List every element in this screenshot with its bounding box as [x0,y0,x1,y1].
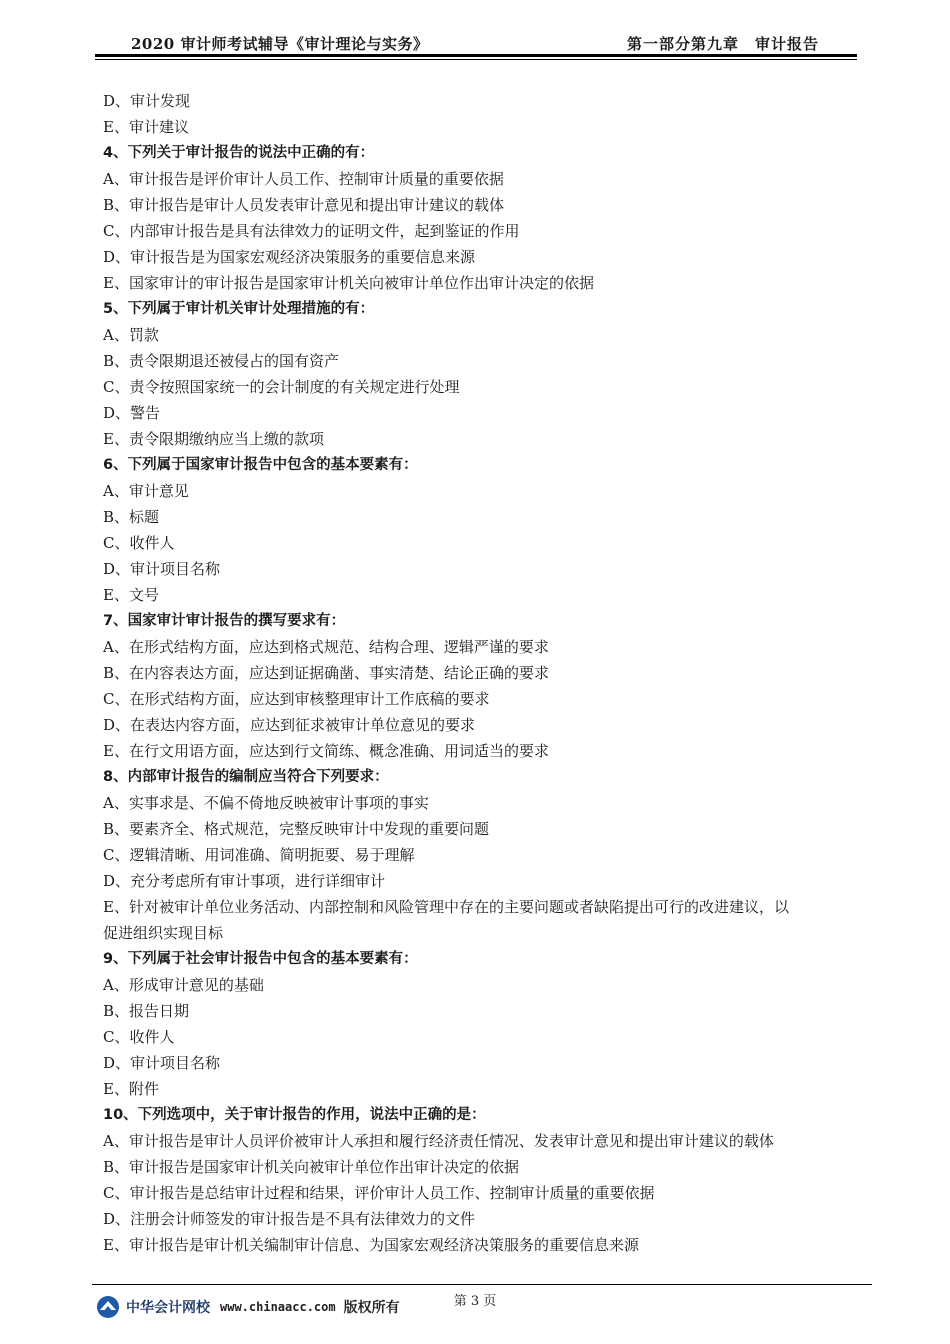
option-line: A、实事求是、不偏不倚地反映被审计事项的事实 [103,794,429,812]
option-line: C、责令按照国家统一的会计制度的有关规定进行处理 [103,378,460,396]
option-line: E、文号 [103,586,159,604]
option-line: B、责令限期退还被侵占的国有资产 [103,352,340,370]
logo-rights: 版权所有 [343,1300,400,1316]
option-line: C、审计报告是总结审计过程和结果，评价审计人员工作、控制审计质量的重要依据 [103,1184,655,1202]
footer-logo [96,1294,400,1320]
option-line: D、警告 [103,404,161,422]
logo-url: www.chinaacc.com [220,1300,336,1314]
option-line: B、审计报告是审计人员发表审计意见和提出审计建议的载体 [103,196,505,214]
option-line: A、审计意见 [103,482,189,500]
option-line: D、审计报告是为国家宏观经济决策服务的重要信息来源 [103,248,476,266]
option-line: C、内部审计报告是具有法律效力的证明文件，起到鉴证的作用 [103,222,520,240]
chinaacc-logo-icon [96,1295,120,1319]
option-line: A、形成审计意见的基础 [103,976,264,994]
option-line: E、针对被审计单位业务活动、内部控制和风险管理中存在的主要问题或者缺陷提出可行的改进建议，以 [103,898,789,916]
question-line: 6、下列属于国家审计报告中包含的基本要素有： [103,457,418,473]
option-line: C、在形式结构方面，应达到审核整理审计工作底稿的要求 [103,690,490,708]
page-header [95,30,855,56]
question-line: 5、下列属于审计机关审计处理措施的有： [103,301,375,317]
option-line: E、附件 [103,1080,159,1098]
option-line: E、在行文用语方面，应达到行文简练、概念准确、用词适当的要求 [103,742,549,760]
option-line: E、国家审计的审计报告是国家审计机关向被审计单位作出审计决定的依据 [103,274,594,292]
question-line: 7、国家审计审计报告的撰写要求有： [103,613,346,629]
footer-rule [92,1284,872,1285]
option-line: E、审计建议 [103,118,189,136]
option-line: D、审计发现 [103,92,191,110]
header-title: 2020 审计师考试辅导《审计理论与实务》 [131,35,429,53]
option-line: A、在形式结构方面，应达到格式规范、结构合理、逻辑严谨的要求 [103,638,549,656]
page-number: 第 3 页 [453,1294,497,1309]
header-rule-thick [95,54,857,57]
header-rule-thin [95,59,857,60]
option-line: A、罚款 [103,326,159,344]
question-line: 9、下列属于社会审计报告中包含的基本要素有： [103,951,418,967]
header-chapter: 第一部分第九章 审计报告 [626,35,819,53]
option-line: 促进组织实现目标 [103,924,224,942]
question-line: 4、下列关于审计报告的说法中正确的有： [103,145,375,161]
option-line: B、要素齐全、格式规范，完整反映审计中发现的重要问题 [103,820,490,838]
option-line: D、充分考虑所有审计事项，进行详细审计 [103,872,386,890]
logo-name: 中华会计网校 [126,1300,210,1316]
option-line: E、审计报告是审计机关编制审计信息、为国家宏观经济决策服务的重要信息来源 [103,1236,639,1254]
option-line: D、在表达内容方面，应达到征求被审计单位意见的要求 [103,716,476,734]
question-line: 10、下列选项中，关于审计报告的作用，说法中正确的是： [103,1107,486,1123]
option-line: B、标题 [103,508,160,526]
document-body [103,88,853,1258]
option-line: C、收件人 [103,534,175,552]
option-line: C、收件人 [103,1028,175,1046]
option-line: D、审计项目名称 [103,1054,221,1072]
question-line: 8、内部审计报告的编制应当符合下列要求： [103,769,389,785]
option-line: B、在内容表达方面，应达到证据确凿、事实清楚、结论正确的要求 [103,664,550,682]
option-line: D、注册会计师签发的审计报告是不具有法律效力的文件 [103,1210,476,1228]
option-line: A、审计报告是审计人员评价被审计人承担和履行经济责任情况、发表审计意见和提出审计建议的载体 [103,1132,774,1150]
option-line: B、审计报告是国家审计机关向被审计单位作出审计决定的依据 [103,1158,520,1176]
option-line: E、责令限期缴纳应当上缴的款项 [103,430,324,448]
option-line: D、审计项目名称 [103,560,221,578]
option-line: C、逻辑清晰、用词准确、简明扼要、易于理解 [103,846,415,864]
option-line: A、审计报告是评价审计人员工作、控制审计质量的重要依据 [103,170,504,188]
option-line: B、报告日期 [103,1002,190,1020]
